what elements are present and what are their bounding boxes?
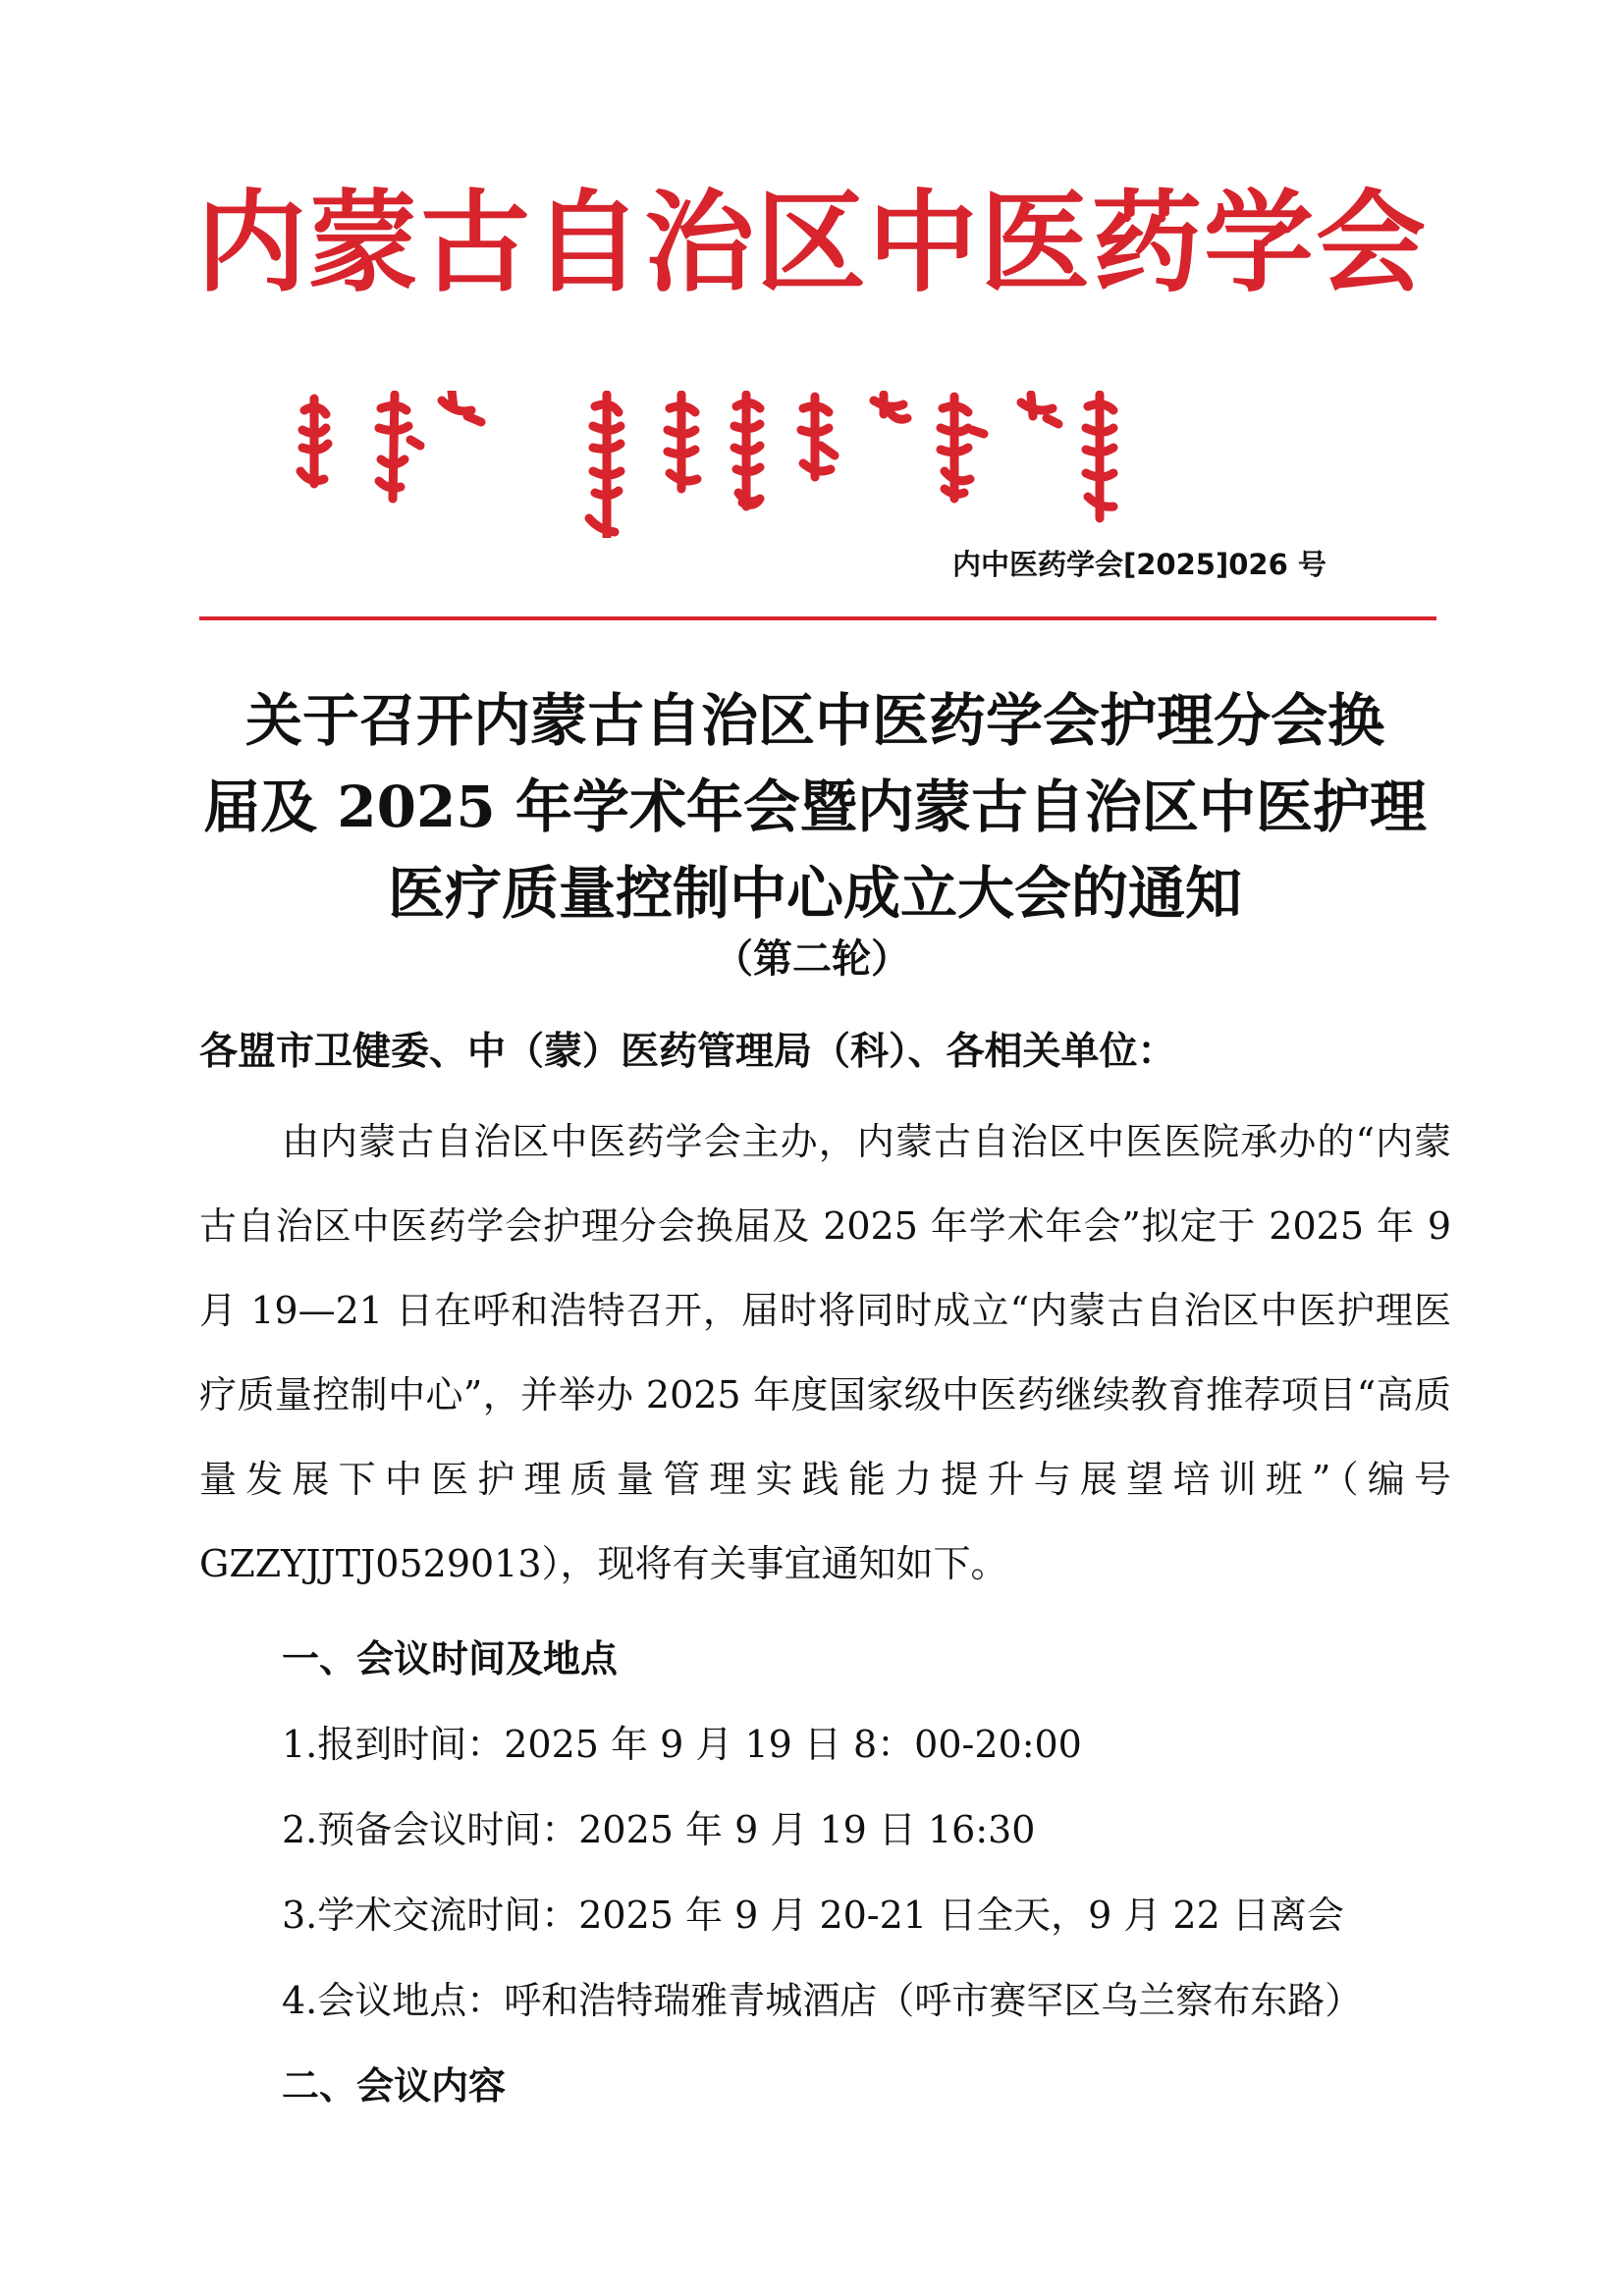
section-heading-meeting-content: 二、会议内容 (282, 2063, 507, 2108)
document-number: 内中医药学会[2025]026 号 (952, 548, 1326, 581)
notice-title-line: 届及 2025 年学术年会暨内蒙古自治区中医护理 (203, 774, 1427, 840)
organization-name: 内蒙古自治区中医药学会 (196, 179, 1428, 307)
intro-paragraph: 由内蒙古自治区中医药学会主办，内蒙古自治区中医医院承办的“内蒙古自治区中医药学会护理分会换届及 2025 年学术年会”拟定于 2025 年 9 月 19—21 日在呼和浩特召开，届时将同时成立“内蒙古自治区中医护理医疗质量控制中心”，并举办 2025 年度国家级中医药继续教育推荐项目“高质量发展下中医护理质量管理实践能力提升与展望培训班”（编号 GZZYJJTJ0529013），现将有关事宜通知如下。 (199, 1120, 1451, 1585)
list-item-registration-time: 1.报到时间：2025 年 9 月 19 日 8：00-20:00 (282, 1723, 1082, 1766)
mongolian-script-graphic (295, 391, 1375, 538)
list-item-preparatory-meeting-time: 2.预备会议时间：2025 年 9 月 19 日 16:30 (282, 1808, 1036, 1851)
notice-round: （第二轮） (714, 935, 910, 982)
list-item-meeting-venue: 4.会议地点：呼和浩特瑞雅青城酒店（呼市赛罕区乌兰察布东路） (282, 1979, 1363, 2022)
red-divider-line (199, 616, 1436, 620)
section-heading-meeting-time-place: 一、会议时间及地点 (282, 1636, 619, 1681)
notice-title-line: 医疗质量控制中心成立大会的通知 (387, 860, 1242, 927)
mongolian-script-name (295, 391, 1375, 538)
notice-title-line: 关于召开内蒙古自治区中医药学会护理分会换 (244, 687, 1384, 754)
notice-title (177, 677, 1453, 936)
list-item-academic-exchange-time: 3.学术交流时间：2025 年 9 月 20-21 日全天，9 月 22 日离会 (282, 1894, 1344, 1937)
salutation: 各盟市卫健委、中（蒙）医药管理局（科）、各相关单位： (199, 1029, 1176, 1074)
